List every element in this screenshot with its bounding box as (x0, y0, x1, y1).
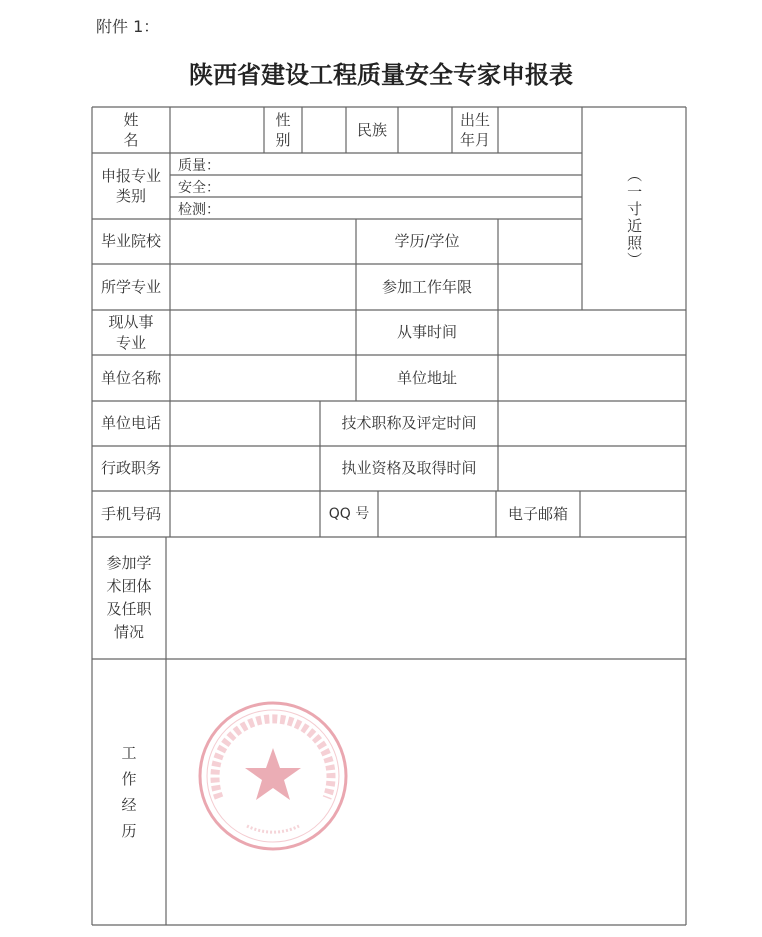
degree-field[interactable] (498, 219, 582, 264)
annex-label: 附件 1： (96, 17, 160, 36)
photo-area[interactable] (582, 107, 686, 310)
name-label: 姓名 (123, 110, 157, 149)
email-field[interactable] (580, 491, 686, 537)
current-major-label: 现从事专业 (108, 313, 154, 352)
qualification-label: 执业资格及取得时间 (341, 459, 477, 478)
ethnicity-label: 民族 (356, 120, 387, 139)
name-field[interactable] (170, 107, 264, 153)
tech-title-label: 技术职称及评定时间 (341, 414, 477, 433)
major-field[interactable] (170, 264, 356, 310)
ethnicity-field[interactable] (398, 107, 452, 153)
specialty-type-label: 申报专业类别 (100, 166, 161, 205)
quality-label: 质量： (178, 158, 220, 174)
admin-post-field[interactable] (170, 446, 320, 491)
tech-title-field[interactable] (498, 401, 686, 446)
mobile-label: 手机号码 (100, 504, 161, 523)
birth-label: 出生年月 (460, 110, 491, 149)
qq-label: QQ 号 (328, 505, 370, 522)
unit-name-field[interactable] (170, 355, 356, 401)
safety-label: 安全： (178, 180, 220, 196)
mobile-field[interactable] (170, 491, 320, 537)
testing-label: 检测： (178, 202, 220, 218)
qualification-field[interactable] (498, 446, 686, 491)
engaged-time-field[interactable] (498, 310, 686, 355)
major-label: 所学专业 (100, 277, 161, 296)
unit-phone-label: 单位电话 (100, 414, 161, 433)
academic-field[interactable] (166, 537, 686, 659)
qq-field[interactable] (378, 491, 496, 537)
school-label: 毕业院校 (100, 232, 161, 251)
work-years-label: 参加工作年限 (381, 277, 472, 296)
academic-label: 参加学术团体及任职情况 (106, 553, 152, 642)
birth-field[interactable] (498, 107, 582, 153)
unit-phone-field[interactable] (170, 401, 320, 446)
work-history-label: 工作经历 (121, 743, 137, 841)
school-field[interactable] (170, 219, 356, 264)
official-seal-stamp (195, 698, 351, 854)
engaged-time-label: 从事时间 (396, 323, 457, 342)
gender-label: 性别 (275, 110, 291, 149)
current-major-field[interactable] (170, 310, 356, 355)
unit-name-label: 单位名称 (100, 368, 161, 387)
form-title: 陕西省建设工程质量安全专家申报表 (189, 60, 573, 89)
admin-post-label: 行政职务 (100, 459, 161, 478)
unit-address-field[interactable] (498, 355, 686, 401)
gender-field[interactable] (302, 107, 346, 153)
photo-label: （一寸近照） (625, 167, 644, 269)
work-years-field[interactable] (498, 264, 582, 310)
degree-label: 学历/学位 (394, 232, 460, 251)
unit-address-label: 单位地址 (396, 368, 457, 387)
email-label: 电子邮箱 (507, 504, 568, 523)
